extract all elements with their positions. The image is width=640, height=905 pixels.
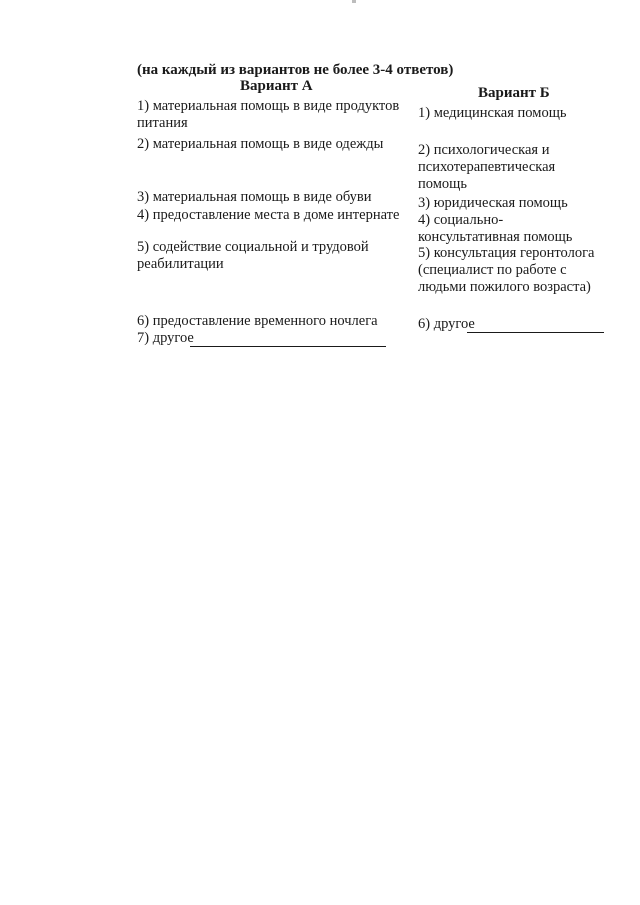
variant-a-other-blank (190, 346, 386, 347)
variant-b-item-5: 5) консультация геронтолога (специалист по работе с людьми пожилого возраста) (418, 245, 595, 295)
variant-b-item-3: 3) юридическая помощь (418, 195, 568, 211)
variant-a-item-1: 1) материальная помощь в виде продуктов питания (137, 98, 400, 131)
variant-a-title: Вариант А (240, 78, 313, 94)
variant-b-item-4: 4) социально-консультативная помощь (418, 212, 573, 245)
instruction-text: (на каждый из вариантов не более 3-4 ответов) (137, 62, 454, 78)
variant-b-item-2: 2) психологическая и психотерапевтическая помощь (418, 142, 556, 192)
variant-a-item-4: 4) предоставление места в доме интернате (137, 207, 400, 223)
variant-b-item-1: 1) медицинская помощь (418, 105, 567, 121)
variant-a-item-5: 5) содействие социальной и трудовой реабилитации (137, 239, 369, 272)
variant-b-title: Вариант Б (478, 85, 550, 101)
variant-a-item-6: 6) предоставление временного ночлега (137, 313, 378, 329)
variant-a-item-7: 7) другое (137, 330, 194, 346)
variant-a-item-3: 3) материальная помощь в виде обуви (137, 189, 372, 205)
variant-a-item-2: 2) материальная помощь в виде одежды (137, 136, 384, 152)
variant-b-item-6: 6) другое (418, 316, 475, 332)
scan-artifact (352, 0, 356, 3)
variant-b-other-blank (467, 332, 604, 333)
